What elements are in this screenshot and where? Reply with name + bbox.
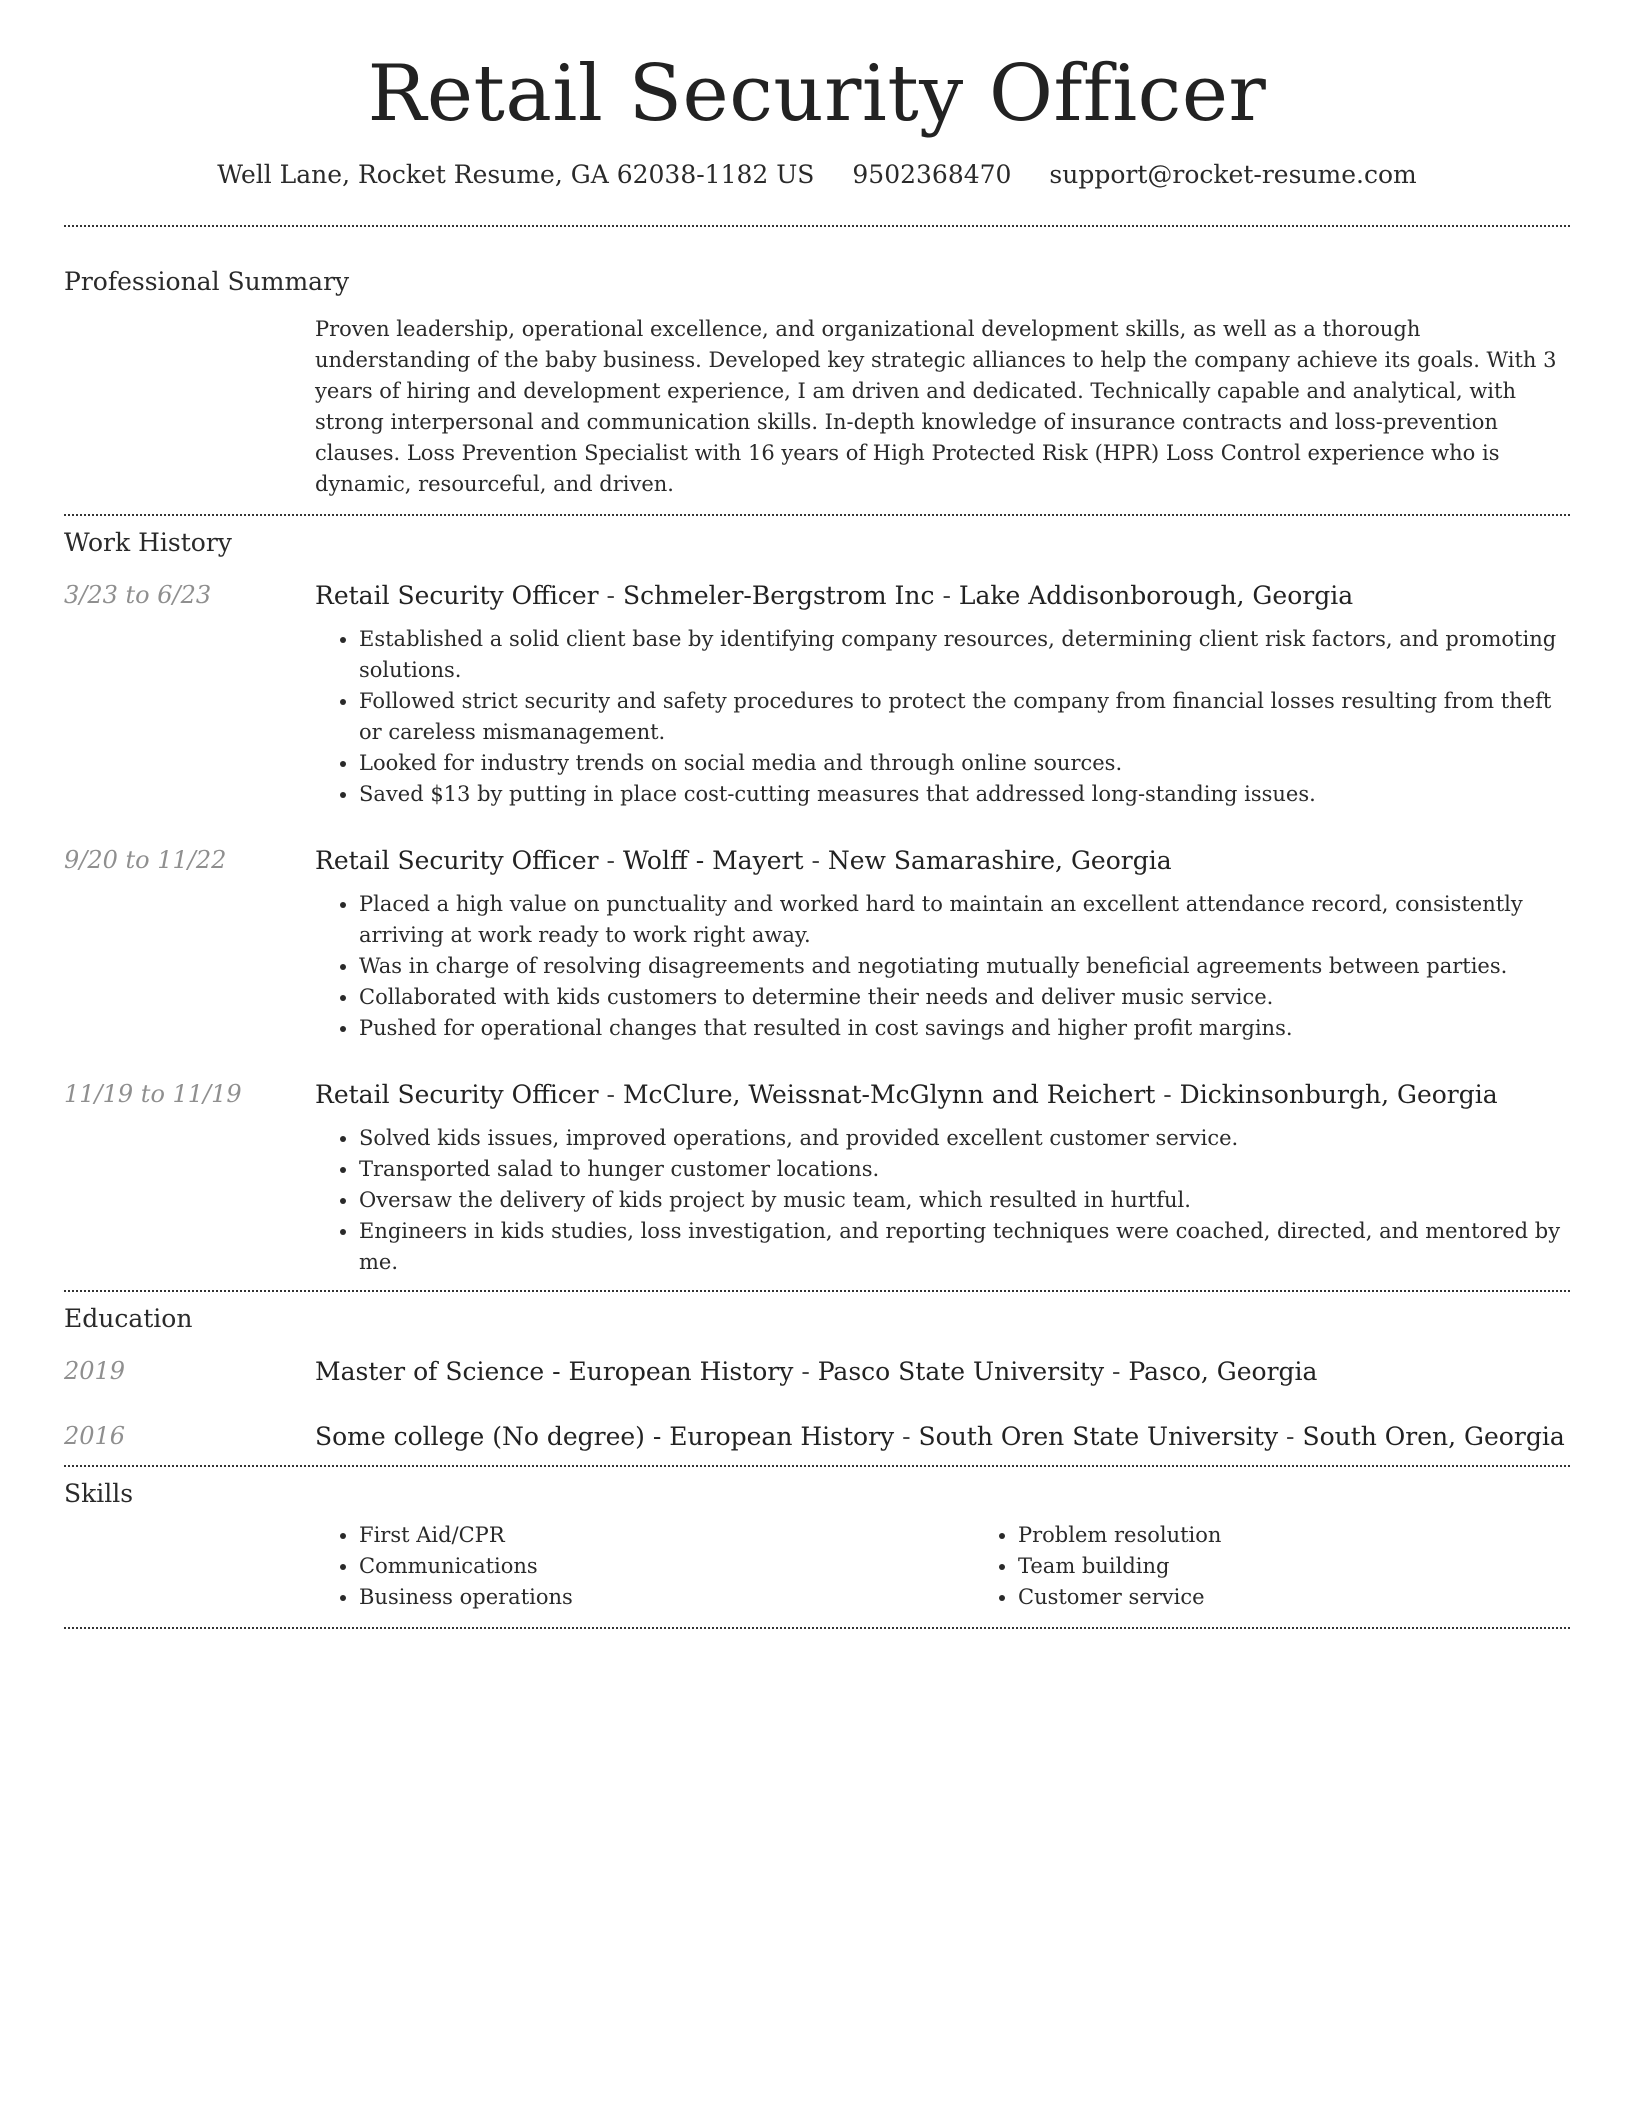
- skill-item: • Customer service: [1018, 1582, 1632, 1613]
- job-dates: 11/19 to 11/19: [64, 1079, 242, 1108]
- job-bullet: • Solved kids issues, improved operations, and provided excellent customer service.: [359, 1123, 1570, 1154]
- job-bullet: • Was in charge of resolving disagreements and negotiating mutually beneficial agreements between parties.: [359, 951, 1570, 982]
- job-bullet: • Pushed for operational changes that resulted in cost savings and higher profit margins.: [359, 1013, 1570, 1044]
- education-location: South Oren, Georgia: [1302, 1421, 1565, 1451]
- contact-line: [64, 160, 1570, 189]
- skill-item: • Communications: [359, 1551, 974, 1582]
- summary-divider: [64, 514, 1570, 516]
- skills-list-right: [974, 1520, 1632, 1613]
- job-bullet: • Oversaw the delivery of kids project by music team, which resulted in hurtful.: [359, 1185, 1570, 1216]
- job-bullets: [315, 624, 1570, 810]
- job-separator: -: [598, 1079, 623, 1109]
- skills-list-left: [315, 1520, 974, 1613]
- education-degree: Some college (No degree) - European History: [315, 1421, 895, 1451]
- job-separator: -: [803, 845, 828, 875]
- education-detail: [315, 1422, 1570, 1451]
- summary-text: Proven leadership, operational excellence, and organizational development skills, as well as a thorough understanding of the baby business. Developed key strategic alliances to help the company achieve its goals. With 3 years of hiring and development experience, I am driven and dedicated. Technically capable and analytical, with strong interpersonal and communication skills. In-depth knowledge of insurance contracts and loss-prevention clauses. Loss Prevention Specialist with 16 years of High Protected Risk (HPR) Loss Control experience who is dynamic, resourceful, and driven.: [315, 316, 1557, 496]
- skill-item: • Team building: [1018, 1551, 1632, 1582]
- education-separator: -: [793, 1356, 818, 1386]
- section-title-summary: Professional Summary: [64, 266, 350, 296]
- education-detail: [315, 1357, 1570, 1386]
- education-separator: -: [1104, 1356, 1129, 1386]
- job-separator: -: [1155, 1079, 1180, 1109]
- job-company: McClure, Weissnat-McGlynn and Reichert: [622, 1079, 1156, 1109]
- education-school: South Oren State University: [918, 1421, 1279, 1451]
- job-entry: [64, 581, 1570, 810]
- education-section: [64, 1304, 1570, 1451]
- education-separator: -: [1278, 1421, 1303, 1451]
- job-role: Retail Security Officer: [315, 580, 599, 610]
- contact-phone: 9502368470: [852, 159, 1012, 189]
- education-separator: -: [894, 1421, 919, 1451]
- job-company: Wolff - Mayert: [622, 845, 804, 875]
- section-title-skills: Skills: [64, 1478, 134, 1508]
- job-bullet: • Saved $13 by putting in place cost-cutting measures that addressed long-standing issues.: [359, 779, 1570, 810]
- education-degree: Master of Science - European History: [315, 1356, 794, 1386]
- job-separator: -: [598, 845, 623, 875]
- job-title: [315, 846, 1570, 875]
- job-role: Retail Security Officer: [315, 845, 599, 875]
- job-title: [315, 1080, 1570, 1109]
- job-bullet: • Placed a high value on punctuality and worked hard to maintain an excellent attendance record, consistently arriving at work ready to work right away.: [359, 889, 1570, 951]
- job-bullets: [315, 1123, 1570, 1278]
- education-divider: [64, 1465, 1570, 1467]
- job-bullet: • Collaborated with kids customers to determine their needs and deliver music service.: [359, 982, 1570, 1013]
- summary-section: [64, 267, 1570, 500]
- job-bullet: • Engineers in kids studies, loss investigation, and reporting techniques were coached, directed, and mentored by me.: [359, 1216, 1570, 1278]
- skill-item: • Problem resolution: [1018, 1520, 1632, 1551]
- education-year: 2019: [64, 1356, 126, 1385]
- education-school: Pasco State University: [817, 1356, 1105, 1386]
- job-dates: 9/20 to 11/22: [64, 845, 227, 874]
- skills-section: [64, 1479, 1570, 1613]
- job-bullets: [315, 889, 1570, 1044]
- job-role: Retail Security Officer: [315, 1079, 599, 1109]
- education-entry: [64, 1422, 1570, 1451]
- work-history-divider: [64, 1290, 1570, 1292]
- job-bullet: • Followed strict security and safety procedures to protect the company from financial losses resulting from theft or careless mismanagement.: [359, 686, 1570, 748]
- job-entry: [64, 1080, 1570, 1278]
- job-bullet: • Transported salad to hunger customer locations.: [359, 1154, 1570, 1185]
- skill-item: • First Aid/CPR: [359, 1520, 974, 1551]
- job-location: New Samarashire, Georgia: [827, 845, 1172, 875]
- job-location: Lake Addisonborough, Georgia: [958, 580, 1354, 610]
- candidate-name: Retail Security Officer: [367, 49, 1267, 139]
- job-separator: -: [934, 580, 959, 610]
- skill-item: • Business operations: [359, 1582, 974, 1613]
- skills-divider: [64, 1627, 1570, 1629]
- job-bullet: • Established a solid client base by identifying company resources, determining client risk factors, and promoting solutions.: [359, 624, 1570, 686]
- job-company: Schmeler-Bergstrom Inc: [622, 580, 935, 610]
- job-title: [315, 581, 1570, 610]
- education-year: 2016: [64, 1421, 126, 1450]
- job-entry: [64, 846, 1570, 1044]
- section-title-work-history: Work History: [64, 527, 232, 557]
- job-location: Dickinsonburgh, Georgia: [1179, 1079, 1498, 1109]
- education-location: Pasco, Georgia: [1128, 1356, 1318, 1386]
- header-divider: [64, 225, 1570, 227]
- job-dates: 3/23 to 6/23: [64, 580, 212, 609]
- job-separator: -: [598, 580, 623, 610]
- contact-email: support@rocket-resume.com: [1049, 159, 1417, 189]
- work-history-section: [64, 528, 1570, 1278]
- contact-address: Well Lane, Rocket Resume, GA 62038-1182 US: [217, 159, 815, 189]
- section-title-education: Education: [64, 1303, 193, 1333]
- job-bullet: • Looked for industry trends on social media and through online sources.: [359, 748, 1570, 779]
- education-entry: [64, 1357, 1570, 1386]
- resume-page: [64, 0, 1570, 1629]
